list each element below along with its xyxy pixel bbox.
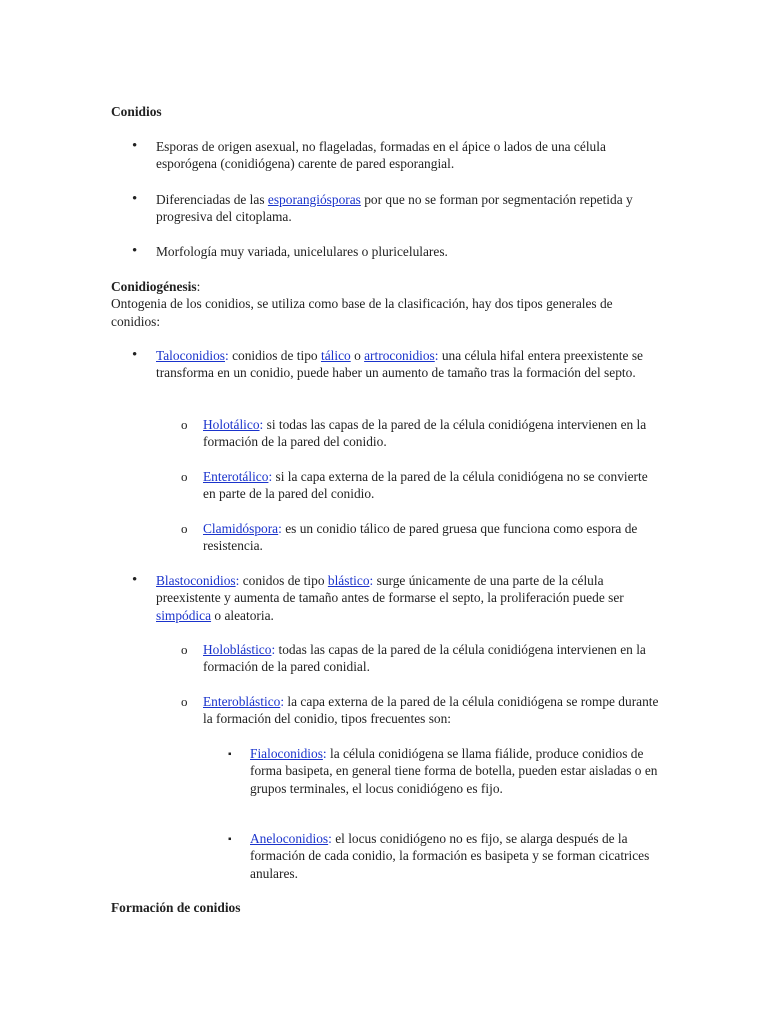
link-clamidospora[interactable]: Clamidóspora <box>203 521 279 536</box>
item-text: el locus conidiógeno no es fijo, se alarga después de la formación de cada conidio, la formación es basipeta y se forman cicatrices anulares. <box>250 831 650 881</box>
colon: : <box>322 746 327 761</box>
item-text: conidios de tipo <box>228 348 321 363</box>
colon: : <box>328 831 332 846</box>
square-marker: ▪ <box>228 749 232 760</box>
square-marker: ▪ <box>228 834 232 845</box>
colon: : <box>235 573 240 588</box>
heading-conidios: Conidios <box>111 104 162 119</box>
colon: : <box>434 348 439 363</box>
link-esporangiosporas[interactable]: esporangiósporas <box>267 192 361 207</box>
bullet-marker: • <box>132 347 138 363</box>
colon: : <box>280 694 285 709</box>
list-item-clamidospora <box>181 520 663 555</box>
list-item-holotalico <box>181 416 663 451</box>
item-text: si todas las capas de la pared de la célula conidiógena intervienen en la formación de la pared del conidio. <box>203 417 647 450</box>
list-item <box>132 138 656 173</box>
list-item-enteroblastico <box>181 693 663 728</box>
item-text: Esporas de origen asexual, no flageladas, formadas en el ápice o lados de una célula esporógena (conidiógena) carente de pared esporangial. <box>156 139 606 172</box>
item-text: la célula conidiógena se llama fiálide, produce conidios de forma basipeta, en general tiene forma de botella, pueden estar aisladas o en grupos terminales, el locus conidiógeno es fijo. <box>250 746 658 796</box>
link-holotalico[interactable]: Holotálico <box>203 417 260 432</box>
heading-conidiogenesis: Conidiogénesis <box>111 279 197 294</box>
list-item <box>132 191 656 226</box>
colon: : <box>224 348 229 363</box>
circle-marker: o <box>181 469 188 484</box>
link-blastoconidios[interactable]: Blastoconidios <box>156 573 236 588</box>
item-text: o aleatoria. <box>211 607 274 623</box>
item-text: Diferenciadas de las <box>156 192 268 207</box>
link-simpodica[interactable]: simpódica <box>156 607 212 623</box>
colon: : <box>268 469 273 484</box>
link-holoblastico[interactable]: Holoblástico <box>203 642 272 657</box>
bullet-marker: • <box>132 191 138 207</box>
list-item-fialoconidios <box>228 745 660 797</box>
item-text: por que no se forman por segmentación repetida y progresiva del citoplama. <box>156 192 633 225</box>
item-text: o <box>350 348 365 363</box>
conidiogenesis-block <box>111 278 651 330</box>
link-talico[interactable]: tálico <box>320 348 351 363</box>
list-item-holoblastico <box>181 641 663 676</box>
conidiogenesis-intro: Ontogenia de los conidios, se utiliza como base de la clasificación, hay dos tipos generales de conidios: <box>111 296 613 329</box>
circle-marker: o <box>181 417 188 432</box>
item-text: todas las capas de la pared de la célula conidiógena intervienen en la formación de la pared conidial. <box>203 642 646 675</box>
circle-marker: o <box>181 521 188 536</box>
list-item <box>132 243 656 260</box>
link-fialoconidios[interactable]: Fialoconidios <box>250 746 323 761</box>
link-aneloconidios[interactable]: Aneloconidios <box>250 831 329 846</box>
colon: : <box>369 573 374 588</box>
bullet-marker: • <box>132 572 138 588</box>
item-text: es un conidio tálico de pared gruesa que funciona como espora de resistencia. <box>203 521 638 554</box>
link-enterotalico[interactable]: Enterotálico <box>203 469 269 484</box>
list-item-blastoconidios <box>132 572 656 624</box>
list-item-taloconidios <box>132 347 656 382</box>
circle-marker: o <box>181 694 188 709</box>
bullet-marker: • <box>132 243 138 259</box>
link-artroconidios[interactable]: artroconidios <box>364 348 435 363</box>
heading-formacion-conidios: Formación de conidios <box>111 900 241 915</box>
item-text: si la capa externa de la pared de la célula conidiógena no se convierte en parte de la pared del conidio. <box>203 469 648 502</box>
colon: : <box>271 642 276 657</box>
bullet-marker: • <box>132 138 138 154</box>
list-item-aneloconidios <box>228 830 660 882</box>
link-blastico[interactable]: blástico <box>327 573 370 588</box>
item-text: conidos de tipo <box>239 573 328 588</box>
colon: : <box>259 417 264 432</box>
list-item-enterotalico <box>181 468 663 503</box>
item-text: Morfología muy variada, unicelulares o pluricelulares. <box>156 244 448 259</box>
item-text: la capa externa de la pared de la célula conidiógena se rompe durante la formación del conidio, tipos frecuentes son: <box>203 694 659 727</box>
item-text: surge únicamente de una parte de la célula preexistente y aumenta de tamaño antes de formarse el septo, la proliferación puede ser <box>156 573 624 606</box>
link-taloconidios[interactable]: Taloconidios <box>156 348 225 363</box>
circle-marker: o <box>181 642 188 657</box>
heading-colon: : <box>196 279 201 294</box>
item-text: una célula hifal entera preexistente se transforma en un conidio, puede haber un aumento de tamaño tras la formación del septo. <box>156 348 643 381</box>
colon: : <box>278 521 282 536</box>
link-enteroblastico[interactable]: Enteroblástico <box>203 694 281 709</box>
